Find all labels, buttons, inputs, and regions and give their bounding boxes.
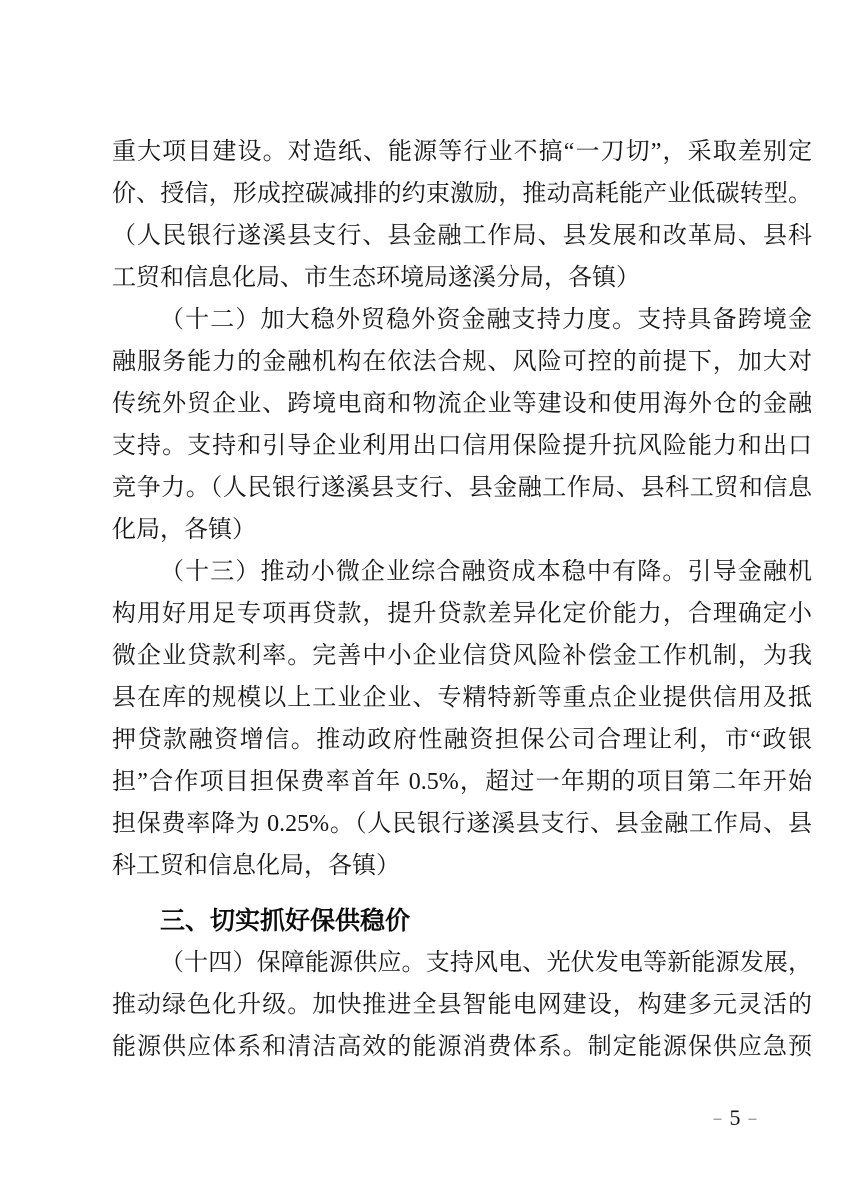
text-line: 微企业贷款利率。完善中小企业信贷风险补偿金工作机制，为我: [112, 643, 812, 669]
page-number: [688, 1101, 782, 1135]
text-line: 押贷款融资增信。推动政府性融资担保公司合理让利，市“政银: [112, 727, 812, 753]
text-line: 融服务能力的金融机构在依法合规、风险可控的前提下，加大对: [112, 349, 812, 375]
text-line: 县在库的规模以上工业企业、专精特新等重点企业提供信用及抵: [112, 685, 812, 711]
paragraph-item-14: [112, 942, 812, 1068]
text-line: 化局，各镇）: [112, 517, 256, 543]
text-line: 担保费率降为 0.25%。（人民银行遂溪县支行、县金融工作局、县: [112, 811, 812, 837]
paragraph-item-13: [112, 551, 812, 887]
text-line: 能源供应体系和清洁高效的能源消费体系。制定能源保供应急预: [112, 1034, 812, 1060]
page-number-dash-right: –: [747, 1106, 758, 1130]
text-line: 构用好用足专项再贷款，提升贷款差异化定价能力，合理确定小: [112, 601, 812, 627]
section-heading: 三、切实抓好保供稳价: [160, 907, 411, 935]
text-line: 科工贸和信息化局，各镇）: [112, 853, 400, 879]
text-line: （十二）加大稳外贸稳外资金融支持力度。支持具备跨境金: [160, 307, 812, 333]
text-line: 担”合作项目担保费率首年 0.5%，超过一年期的项目第二年开始: [112, 769, 812, 795]
text-line: （十四）保障能源供应。支持风电、光伏发电等新能源发展，: [160, 950, 812, 976]
text-line: 推动绿色化升级。加快推进全县智能电网建设，构建多元灵活的: [112, 992, 812, 1018]
text-line: 传统外贸企业、跨境电商和物流企业等建设和使用海外仓的金融: [112, 391, 812, 417]
text-line: （十三）推动小微企业综合融资成本稳中有降。引导金融机: [160, 559, 812, 585]
document-body: [112, 131, 812, 1068]
text-line: （人民银行遂溪县支行、县金融工作局、县发展和改革局、县科: [112, 223, 812, 249]
text-line: 竞争力。（人民银行遂溪县支行、县金融工作局、县科工贸和信息: [112, 475, 812, 501]
page-number-value: 5: [729, 1105, 741, 1130]
page-number-dash-left: –: [712, 1106, 723, 1130]
text-line: 价、授信，形成控碳减排的约束激励，推动高耗能产业低碳转型。: [112, 181, 812, 207]
text-line: 重大项目建设。对造纸、能源等行业不搞“一刀切”，采取差别定: [112, 139, 812, 165]
paragraph-item-12: [112, 299, 812, 551]
text-line: 工贸和信息化局、市生态环境局遂溪分局，各镇）: [112, 265, 640, 291]
paragraph-carryover: [112, 131, 812, 299]
text-line: 支持。支持和引导企业利用出口信用保险提升抗风险能力和出口: [112, 433, 812, 459]
